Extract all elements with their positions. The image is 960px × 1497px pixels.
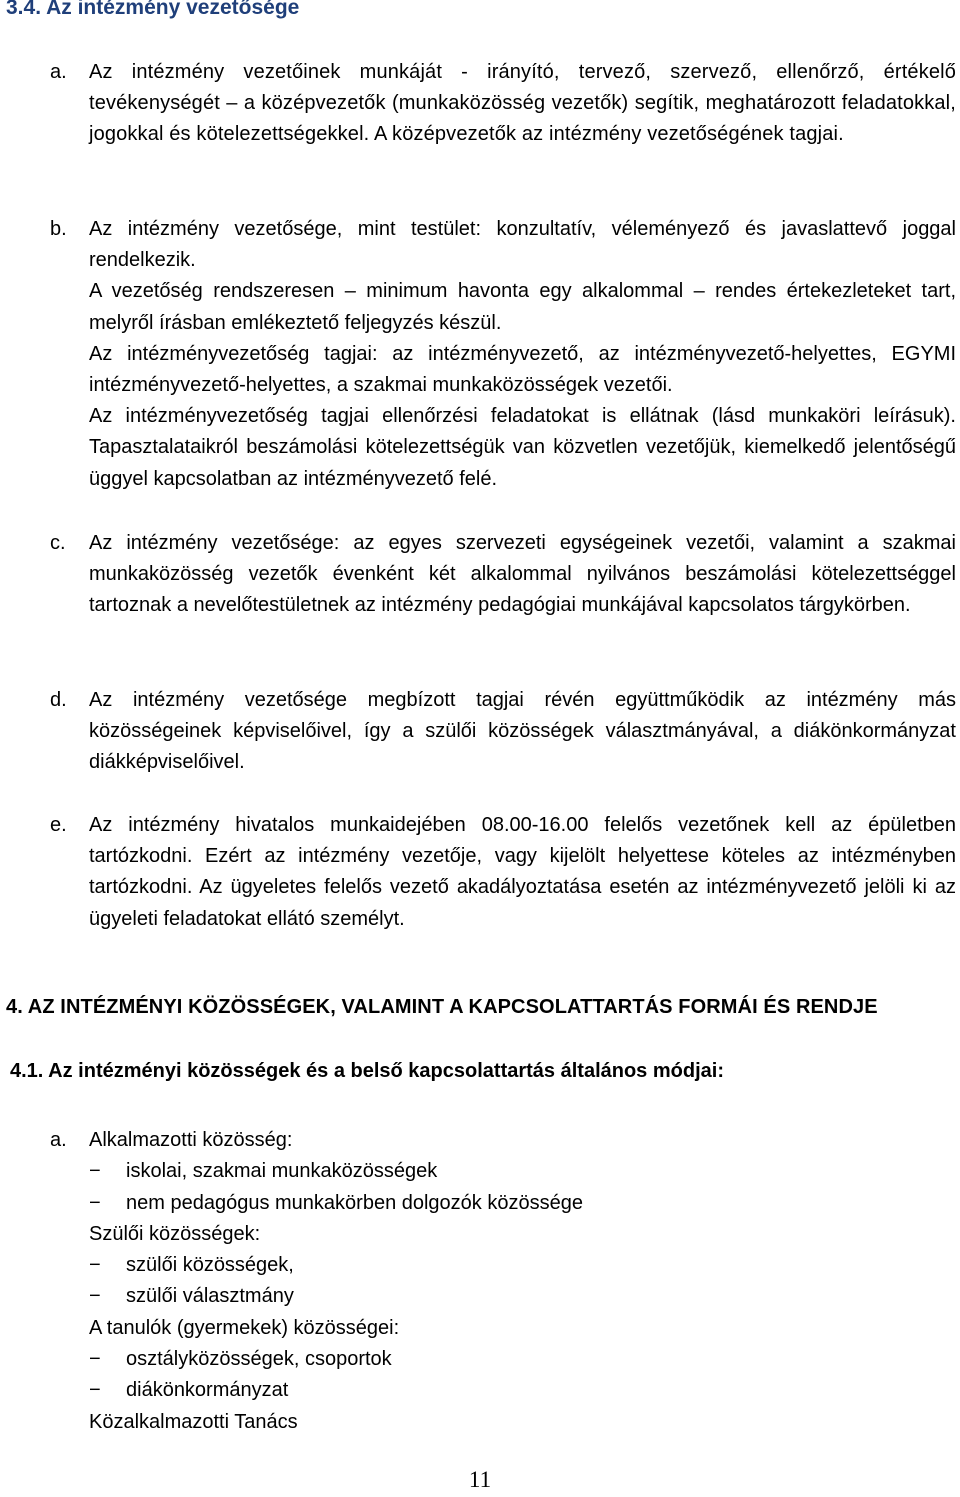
paragraph: Az intézmény vezetősége: az egyes szervezeti egységeinek vezetői, valamint a szakmai munkaközösség vezetők évenként két alkalommal nyilvános beszámolási kötelezettséggel tartoznak a nevelőtestületnek az intézmény pedagógiai munkájával kapcsolatos tárgykörben. [89, 532, 956, 617]
item-body [89, 810, 956, 935]
community-group-students [89, 1313, 930, 1407]
community-group-council [89, 1407, 930, 1438]
list-item [89, 1281, 930, 1312]
item-label: a. [50, 61, 67, 83]
dash-bullet: − [89, 1348, 101, 1371]
community-group-parents [89, 1219, 930, 1313]
community-list [50, 1125, 930, 1438]
community-group-employees [89, 1125, 930, 1219]
list-item-text: osztályközösségek, csoportok [126, 1348, 392, 1371]
item-body [89, 528, 956, 622]
list-item [89, 1375, 930, 1406]
item-label: d. [50, 689, 67, 711]
item-body [89, 57, 956, 151]
section-heading-3-4: 3.4. Az intézmény vezetősége [6, 0, 300, 19]
item-label: e. [50, 814, 67, 836]
list-item [89, 1188, 930, 1219]
paragraph: Az intézmény vezetőinek munkáját - irányító, tervező, szervező, ellenőrző, értékelő tevékenységét – a középvezetők (munkaközösség vezetők) segítik, meghatározott feladatokkal, jogokkal és kötelezettségekkel. A középvezetők az intézmény vezetőségének tagjai. [89, 61, 956, 146]
dash-bullet: − [89, 1379, 101, 1402]
dash-bullet: − [89, 1160, 101, 1183]
list-item-b [50, 214, 956, 495]
section-heading-4: 4. AZ INTÉZMÉNYI KÖZÖSSÉGEK, VALAMINT A KAPCSOLATTARTÁS FORMÁI ÉS RENDJE [6, 996, 878, 1018]
dash-bullet: − [89, 1254, 101, 1277]
page-number: 11 [468, 1467, 492, 1492]
paragraph: Az intézmény hivatalos munkaidejében 08.00-16.00 felelős vezetőnek kell az épületben tartózkodni. Ezért az intézmény vezetője, vagy kijelölt helyettese köteles az intézményben tartózkodni. Az ügyeletes felelős vezető akadályoztatása esetén az intézményvezető jelöli ki az ügyeleti feladatokat ellátó személyt. [89, 814, 956, 930]
list-item-text: szülői közösségek, [126, 1254, 294, 1277]
group-title: Közalkalmazotti Tanács [89, 1410, 298, 1433]
list-item-d [50, 685, 956, 779]
group-title: Alkalmazotti közösség: [89, 1129, 293, 1151]
dash-bullet: − [89, 1285, 101, 1308]
list-item [89, 1344, 930, 1375]
paragraph: A vezetőség rendszeresen – minimum havonta egy alkalommal – rendes értekezleteket tart, melyről írásban emlékeztető feljegyzés készül. [89, 280, 956, 334]
section-heading-4-1: 4.1. Az intézményi közösségek és a belső kapcsolattartás általános módjai: [10, 1060, 724, 1082]
list-item-e [50, 810, 956, 935]
list-item [89, 1156, 930, 1187]
list-item-c [50, 528, 956, 622]
list-item-text: szülői választmány [126, 1285, 294, 1308]
item-body [89, 685, 956, 779]
item-label: b. [50, 218, 67, 240]
list-item-text: nem pedagógus munkakörben dolgozók közössége [126, 1191, 583, 1214]
list-label: a. [50, 1129, 67, 1151]
item-body [89, 214, 956, 495]
paragraph: Az intézményvezetőség tagjai: az intézményvezető, az intézményvezető-helyettes, EGYMI intézményvezető-helyettes, a szakmai munkaközösségek vezetői. [89, 342, 956, 397]
item-label: c. [50, 532, 66, 554]
list-item-a [50, 57, 956, 151]
paragraph: Az intézmény vezetősége, mint testület: konzultatív, véleményező és javaslattevő joggal rendelkezik. [89, 218, 956, 272]
paragraph: Az intézmény vezetősége megbízott tagjai révén együttműködik az intézmény más közösségeinek képviselőivel, így a szülői közösségek választmányával, a diákönkormányzat diákképviselőivel. [89, 689, 956, 774]
list-item-text: diákönkormányzat [126, 1379, 289, 1402]
paragraph: Az intézményvezetőség tagjai ellenőrzési feladatokat is ellátnak (lásd munkaköri leírásuk). Tapasztalataikról beszámolási kötelezettségük van közvetlen vezetőjük, kiemelkedő jelentőségű üggyel kapcsolatban az intézményvezető felé. [89, 405, 956, 490]
list-item-text: iskolai, szakmai munkaközösségek [126, 1160, 438, 1183]
dash-bullet: − [89, 1191, 101, 1214]
group-title: A tanulók (gyermekek) közösségei: [89, 1316, 400, 1339]
group-title: Szülői közösségek: [89, 1222, 261, 1245]
list-item [89, 1250, 930, 1281]
